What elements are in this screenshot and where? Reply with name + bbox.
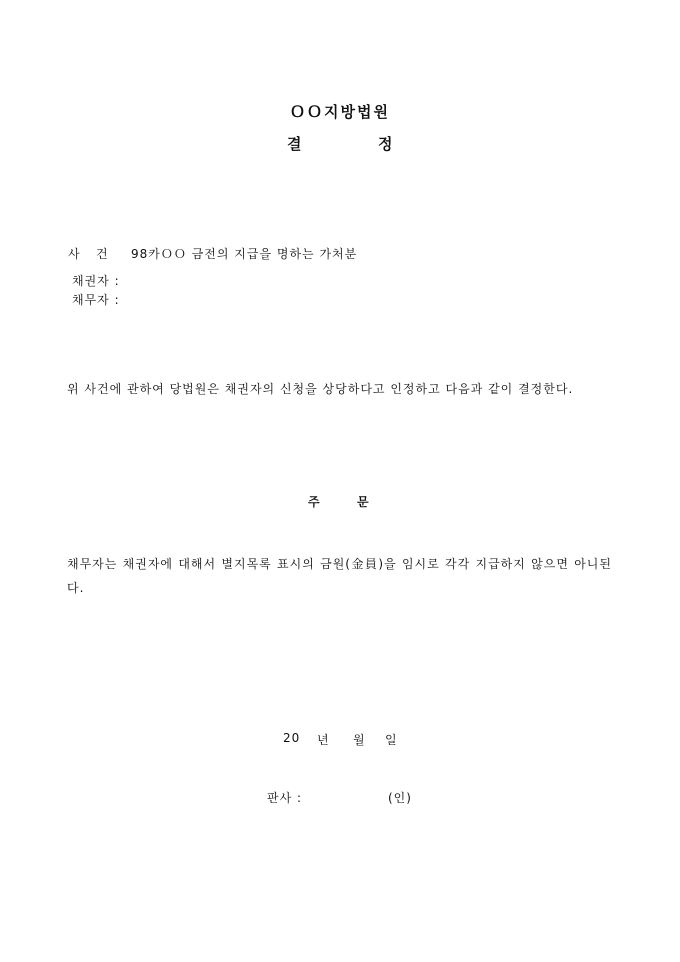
date-year: 20 [283,731,301,745]
date-month-unit: 월 [353,733,366,747]
doc-type-right: 정 [378,135,395,153]
case-label-a: 사 [68,247,81,261]
case-label-b: 건 [96,247,109,261]
doc-type-left: 결 [287,135,304,153]
court-name: ＯＯ지방법원 [290,103,390,121]
judge-label: 판사 : [267,791,303,805]
date-year-unit: 년 [317,733,330,747]
judge-seal: (인) [388,791,412,805]
creditor-label: 채권자 : [72,274,120,288]
order-heading-left: 주 [308,495,321,509]
case-value: 98카ＯＯ 금전의 지급을 명하는 가처분 [131,247,358,261]
order-paragraph: 채무자는 채권자에 대해서 별지목록 표시의 금원(金員)을 임시로 각각 지급하지 않으면 아니된다. [67,557,612,595]
order-heading-right: 문 [357,495,370,509]
date-day-unit: 일 [385,733,398,747]
debtor-label: 채무자 : [72,293,120,307]
intro-paragraph: 위 사건에 관하여 당법원은 채권자의 신청을 상당하다고 인정하고 다음과 같이 결정한다. [67,382,574,396]
